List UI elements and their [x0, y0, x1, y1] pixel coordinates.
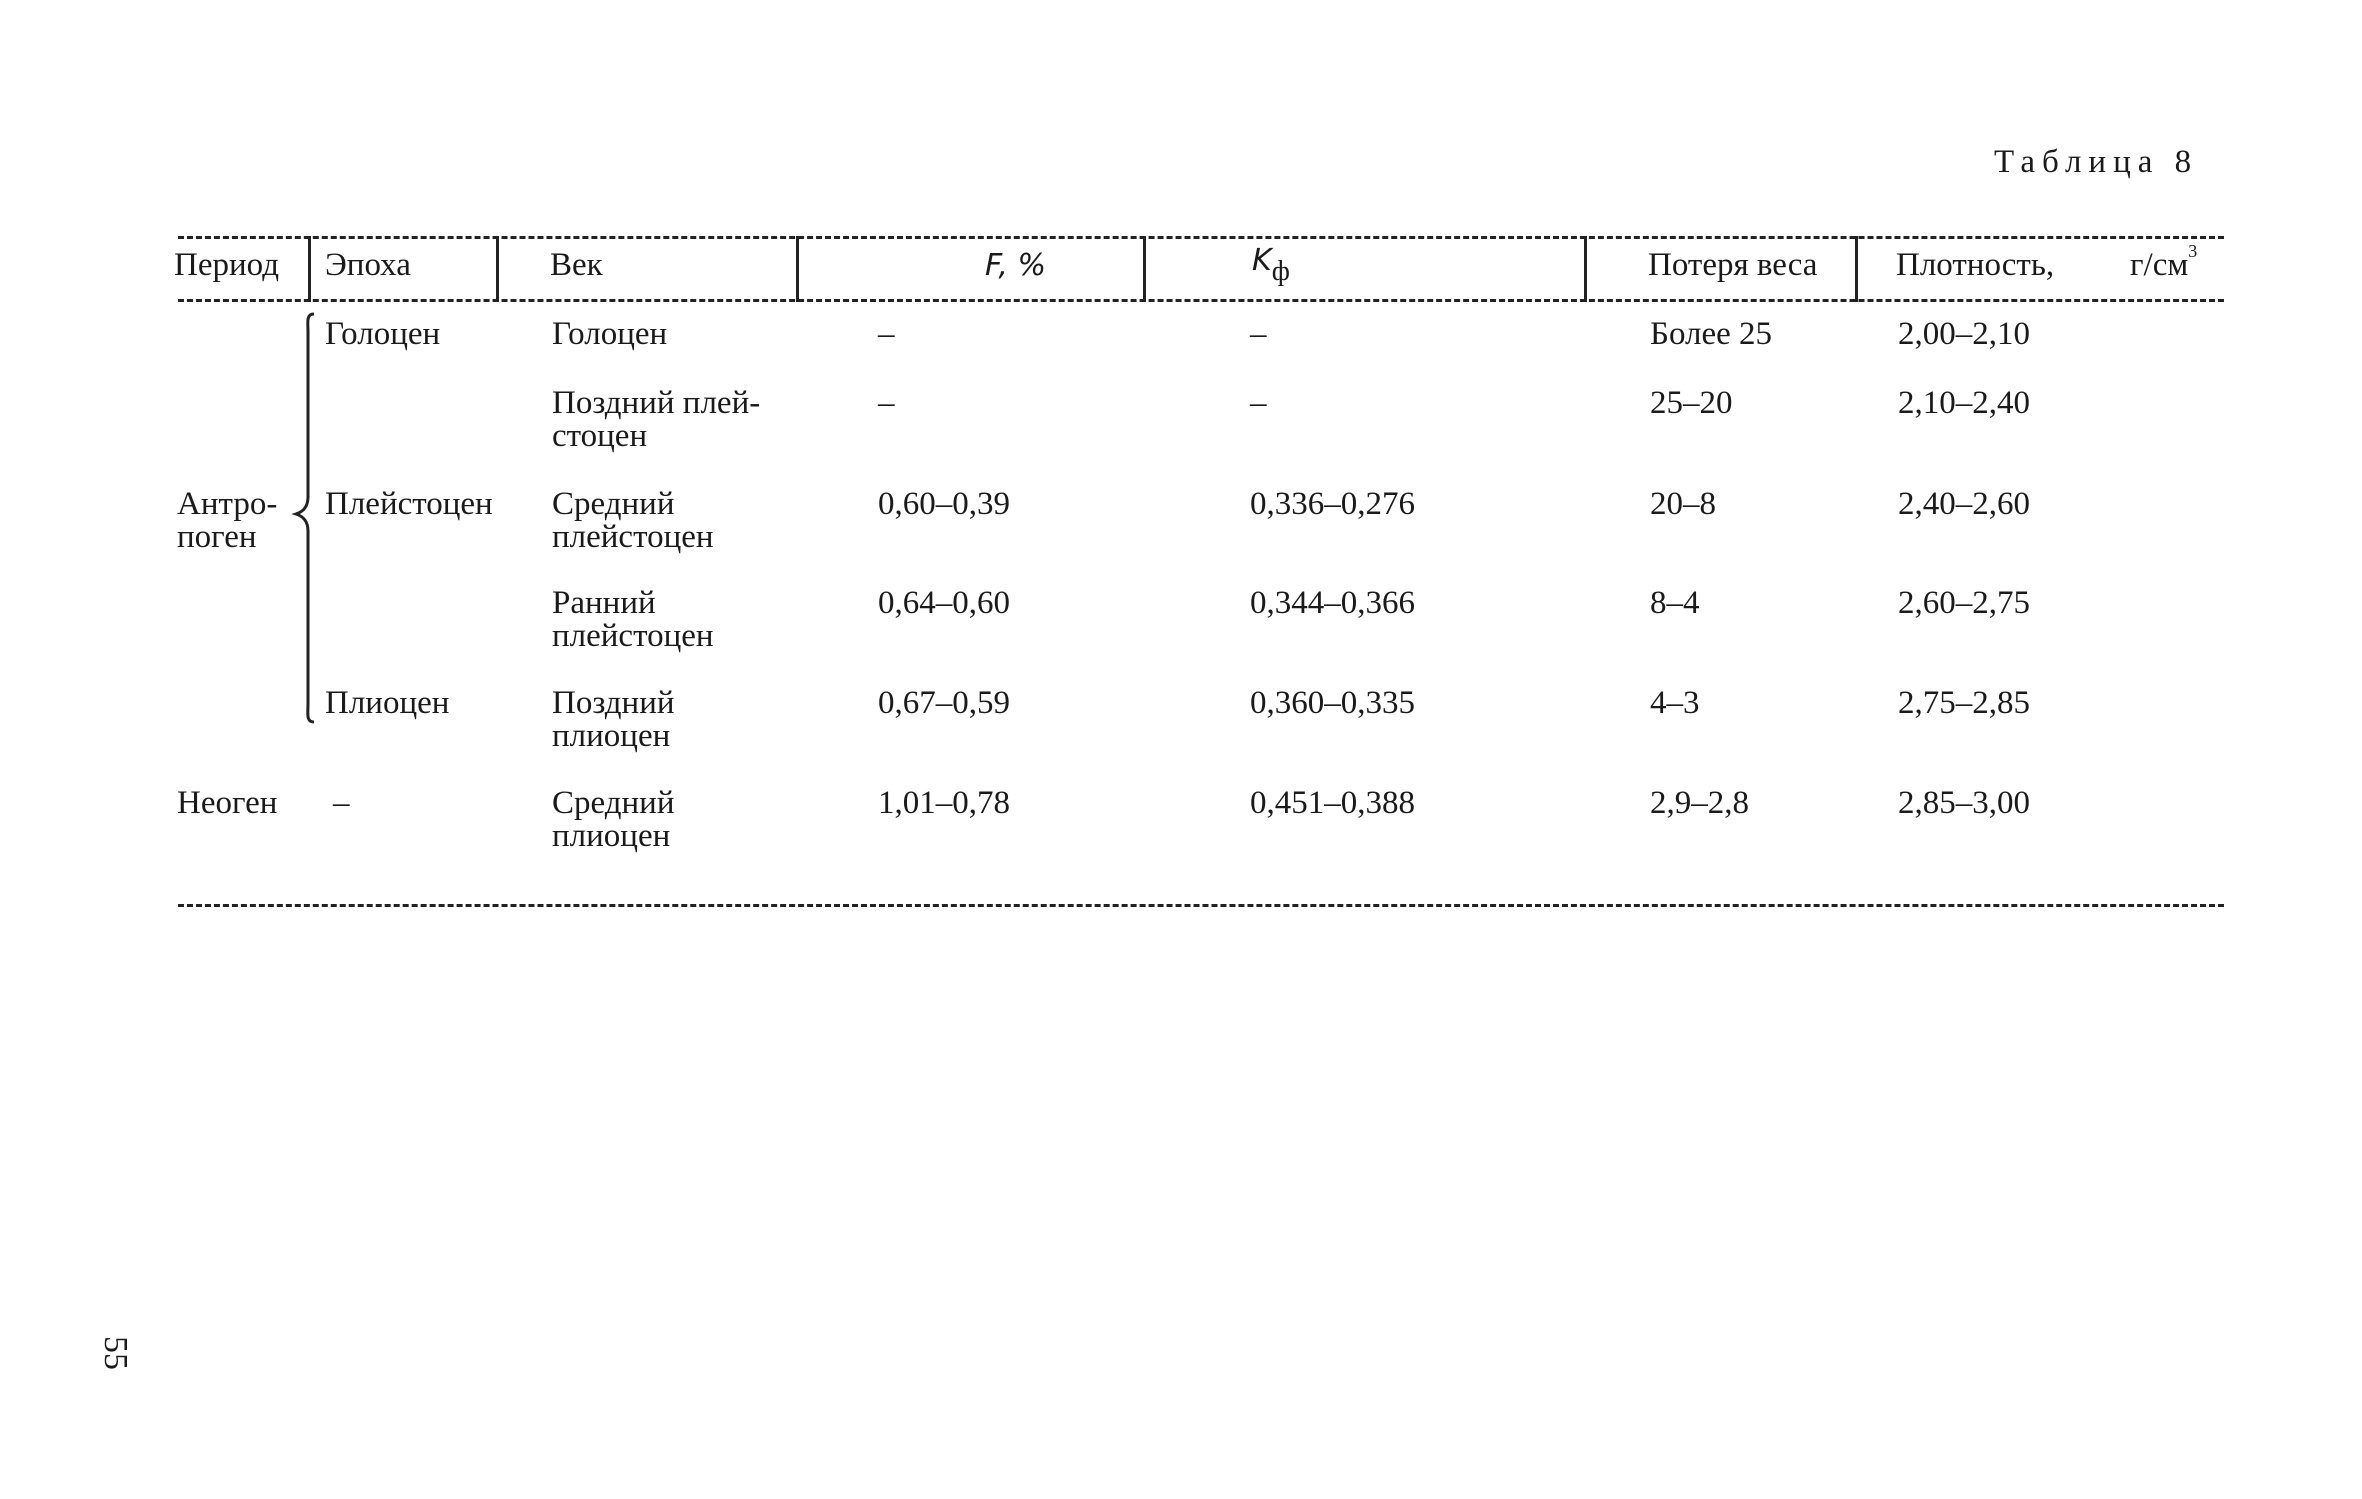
f-unit: , % — [998, 248, 1046, 283]
k-cell: – — [1250, 385, 1267, 421]
loss-cell: 4–3 — [1650, 685, 1700, 721]
k-symbol: K — [1252, 243, 1272, 278]
header-separator — [1584, 236, 1587, 302]
density-cell: 2,10–2,40 — [1898, 385, 2030, 421]
epoch-holocene: Голоцен — [325, 316, 441, 352]
f-cell: 0,67–0,59 — [878, 685, 1010, 721]
epoch-pleistocene: Плейстоцен — [325, 486, 493, 522]
page-number: 55 — [97, 1336, 134, 1370]
header-age: Век — [550, 247, 603, 283]
age-cell: Ранний — [552, 585, 656, 621]
header-period: Период — [174, 247, 279, 283]
f-cell: 0,64–0,60 — [878, 585, 1010, 621]
age-cell: Средний — [552, 486, 675, 522]
f-cell: 1,01–0,78 — [878, 785, 1010, 821]
header-top-rule — [178, 236, 2224, 239]
f-symbol: F — [985, 248, 999, 283]
period-anthropogen-line2: поген — [177, 519, 257, 555]
k-cell: 0,344–0,366 — [1250, 585, 1415, 621]
k-cell: 0,451–0,388 — [1250, 785, 1415, 821]
table-title: Таблица 8 — [1994, 144, 2199, 180]
loss-cell: 25–20 — [1650, 385, 1733, 421]
age-cell-line2: плиоцен — [552, 718, 671, 754]
density-cell: 2,60–2,75 — [1898, 585, 2030, 621]
period-anthropogen-line1: Антро- — [177, 486, 278, 522]
header-f — [985, 248, 1046, 283]
f-cell: – — [878, 385, 895, 421]
loss-cell: 8–4 — [1650, 585, 1700, 621]
age-cell: Голоцен — [552, 316, 668, 352]
f-cell: – — [878, 316, 895, 352]
k-subscript: ф — [1271, 256, 1290, 287]
header-separator — [308, 236, 311, 302]
density-unit: г/см — [2130, 247, 2189, 283]
f-cell: 0,60–0,39 — [878, 486, 1010, 522]
header-density: Плотность, — [1896, 247, 2055, 283]
k-cell: 0,360–0,335 — [1250, 685, 1415, 721]
loss-cell: 20–8 — [1650, 486, 1716, 522]
density-cell: 2,40–2,60 — [1898, 486, 2030, 522]
anthropogen-brace — [296, 312, 326, 724]
age-cell-line2: плиоцен — [552, 818, 671, 854]
age-cell: Средний — [552, 785, 675, 821]
density-cell: 2,00–2,10 — [1898, 316, 2030, 352]
header-separator — [496, 236, 499, 302]
age-cell-line2: плейстоцен — [552, 519, 714, 555]
header-epoch: Эпоха — [325, 247, 411, 283]
age-cell-line2: плейстоцен — [552, 618, 714, 654]
loss-cell: Более 25 — [1650, 316, 1773, 352]
age-cell: Поздний — [552, 685, 675, 721]
loss-cell: 2,9–2,8 — [1650, 785, 1749, 821]
k-cell: – — [1250, 316, 1267, 352]
density-cell: 2,85–3,00 — [1898, 785, 2030, 821]
table-bottom-rule — [178, 904, 2224, 907]
header-weight-loss: Потеря веса — [1648, 247, 1818, 283]
k-cell: 0,336–0,276 — [1250, 486, 1415, 522]
period-neogen: Неоген — [177, 785, 278, 821]
age-cell-line2: стоцен — [552, 418, 648, 454]
header-separator — [1855, 236, 1858, 302]
header-bottom-rule — [178, 299, 2224, 302]
density-cell: 2,75–2,85 — [1898, 685, 2030, 721]
age-cell: Поздний плей- — [552, 385, 761, 421]
epoch-neogen-dash: – — [333, 785, 350, 821]
header-separator — [1143, 236, 1146, 302]
density-unit-superscript: 3 — [2188, 241, 2198, 261]
header-density-unit — [2130, 241, 2198, 283]
epoch-pliocene: Плиоцен — [325, 685, 450, 721]
header-k — [1252, 243, 1290, 287]
header-separator — [796, 236, 799, 302]
